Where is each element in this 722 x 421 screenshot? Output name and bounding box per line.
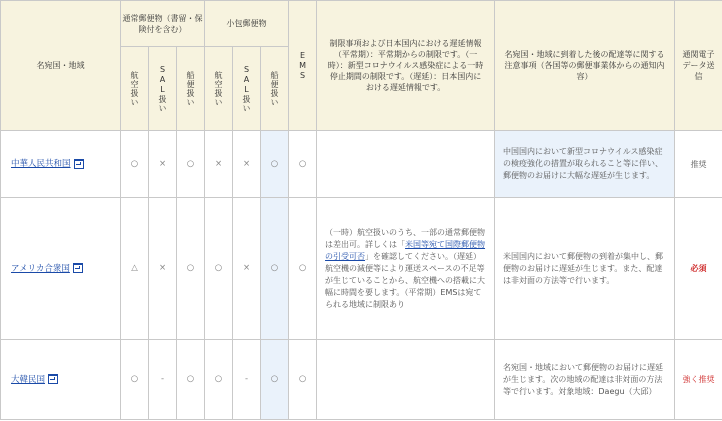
header-packet-airmail: 航空扱い	[205, 47, 233, 131]
table-row	[1, 131, 722, 198]
mark-regular-surface: ○	[177, 198, 205, 340]
table-row	[1, 340, 722, 420]
destination-note: 名宛国・地域において郵便物のお届けに遅延が生じます。次の地域の配達は非対面の方法等で行います。対象地域：Daegu（大邱）	[495, 340, 675, 420]
mark-regular-air: △	[121, 198, 149, 340]
restriction-note	[317, 198, 495, 340]
header-country: 名宛国・地域	[1, 1, 121, 131]
mark-regular-air: ○	[121, 340, 149, 420]
header-regular-surface: 船便扱い	[177, 47, 205, 131]
new-window-icon[interactable]	[74, 159, 84, 169]
new-window-icon[interactable]	[48, 374, 58, 384]
header-destination-notes: 名宛国・地域に到着した後の配達等に関する注意事項（各国等の郵便事業体からの通知内容）	[495, 1, 675, 131]
destination-note: 米国国内において郵便物の到着が集中し、郵便物のお届けに遅延が生じます。また、配達は非対面の方法等で行います。	[495, 198, 675, 340]
restriction-note	[317, 340, 495, 420]
header-edata: 通関電子データ送信	[675, 1, 722, 131]
mark-packet-surface: ○	[261, 131, 289, 198]
header-regular-airmail: 航空扱い	[121, 47, 149, 131]
table-row	[1, 198, 722, 340]
new-window-icon[interactable]	[73, 263, 83, 273]
restriction-note-text-after: 」を確認してください。（遅延）航空機の減便等により運送スペースの不足等が生じていることから、航空機への搭載に大幅に時間を要します。（平常期）EMSは宛てられる地域に制限あり	[325, 251, 486, 309]
mark-packet-air: ○	[205, 198, 233, 340]
mark-regular-sal: ×	[149, 131, 177, 198]
header-packet-sal: SAL扱い	[233, 47, 261, 131]
mark-packet-sal: ×	[233, 131, 261, 198]
restriction-note-text: （一時）航空扱いのうち、一部の通常郵便物は差出可。詳しくは「	[325, 227, 486, 249]
mark-regular-surface: ○	[177, 131, 205, 198]
country-cell	[1, 198, 121, 340]
edata-status: 必須	[675, 198, 722, 340]
mark-packet-air: ○	[205, 340, 233, 420]
country-cell	[1, 131, 121, 198]
mark-regular-sal: ×	[149, 198, 177, 340]
mark-packet-surface: ○	[261, 198, 289, 340]
country-link-usa[interactable]: アメリカ合衆国	[11, 263, 70, 274]
restriction-note	[317, 131, 495, 198]
header-small-packet: 小包郵便物	[205, 1, 289, 47]
mark-packet-air: ×	[205, 131, 233, 198]
mark-ems: ○	[289, 198, 317, 340]
mark-ems: ○	[289, 131, 317, 198]
mark-regular-air: ○	[121, 131, 149, 198]
country-cell	[1, 340, 121, 420]
header-restrictions: 制限事項および日本国内における遅延情報（平常期）：平常期からの制限です。（一時）：新型コロナウイルス感染症による一時停止期間の制限です。（遅延）：日本国内における遅延情報です。	[317, 1, 495, 131]
header-regular-mail: 通常郵便物（書留・保険付を含む）	[121, 1, 205, 47]
country-link-korea[interactable]: 大韓民国	[11, 374, 46, 385]
mark-ems: ○	[289, 340, 317, 420]
mark-regular-surface: ○	[177, 340, 205, 420]
destination-note: 中国国内において新型コロナウイルス感染症の検疫強化の措置が取られること等に伴い、郵便物のお届けに大幅な遅延が生じます。	[495, 131, 675, 198]
header-ems	[289, 1, 317, 131]
edata-status: 強く推奨	[675, 340, 722, 420]
edata-status: 推奨	[675, 131, 722, 198]
mark-regular-sal: -	[149, 340, 177, 420]
header-packet-surface: 船便扱い	[261, 47, 289, 131]
header-regular-sal: SAL扱い	[149, 47, 177, 131]
mark-packet-surface: ○	[261, 340, 289, 420]
country-link-china[interactable]: 中華人民共和国	[11, 159, 71, 169]
header-ems-label: EMS	[298, 50, 308, 81]
mark-packet-sal: -	[233, 340, 261, 420]
restriction-link[interactable]: 米国等宛て国際郵便物の引受可否	[325, 239, 486, 261]
mark-packet-sal: ×	[233, 198, 261, 340]
